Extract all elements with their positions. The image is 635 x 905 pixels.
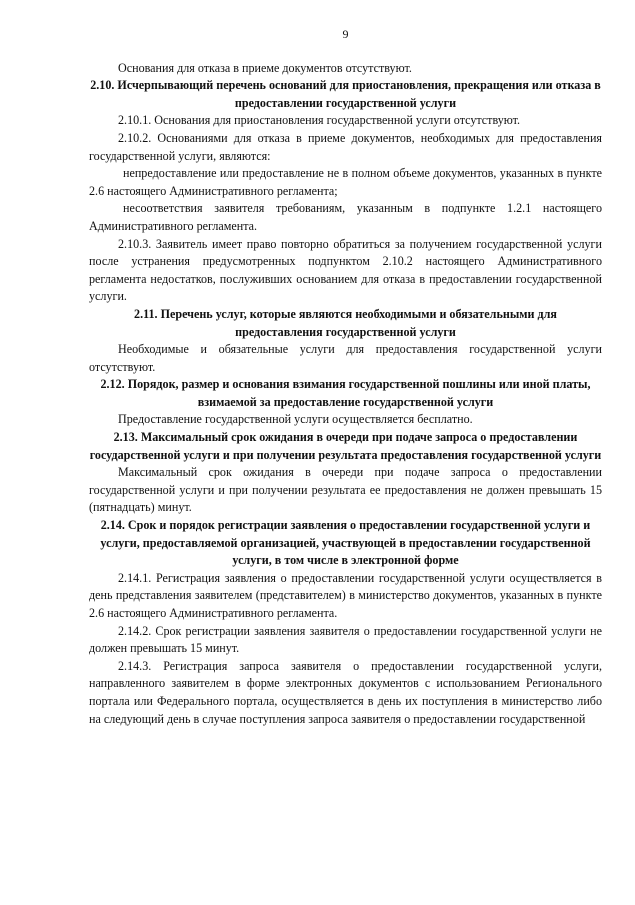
paragraph-2-10-2: 2.10.2. Основаниями для отказа в приеме документов, необходимых для предоставления государственной услуги, являются:	[89, 130, 602, 163]
heading-2-14: 2.14. Срок и порядок регистрации заявления о предоставлении государственной услуги и услуги, предоставляемой организацией, участвующей в предоставлении государственной услуги, в том числе в электронной форме	[100, 518, 591, 568]
heading-2-10: 2.10. Исчерпывающий перечень оснований для приостановления, прекращения или отказа в предоставлении государственной услуги	[90, 78, 601, 110]
paragraph-2-14-3: 2.14.3. Регистрация запроса заявителя о предоставлении государственной услуги, направленного заявителем в форме электронных документов с использованием Регионального портала или Федерального портала, осуществляется в день их поступления в министерство либо на следующий день в случае поступления запроса заявителя о предоставлении государственной	[89, 658, 602, 726]
document-page	[89, 26, 602, 728]
paragraph-2-10-1: 2.10.1. Основания для приостановления государственной услуги отсутствуют.	[118, 113, 521, 128]
paragraph-2-14-1: 2.14.1. Регистрация заявления о предоставлении государственной услуги осуществляется в день представления заявителем (представителем) в министерство документов, указанных в пункте 2.6 настоящего Административного регламента.	[89, 570, 602, 620]
paragraph-2-13: Максимальный срок ожидания в очереди при подаче запроса о предоставлении государственной услуги и при получении результата ее предоставления не должен превышать 15 (пятнадцать) минут.	[89, 465, 602, 515]
paragraph-2-12: Предоставление государственной услуги осуществляется бесплатно.	[118, 412, 473, 427]
heading-2-13: 2.13. Максимальный срок ожидания в очереди при подаче запроса о предоставлении государственной услуги и при получении результата предоставления государственной услуги	[89, 430, 602, 462]
paragraph-2-11: Необходимые и обязательные услуги для предоставления государственной услуги отсутствуют.	[89, 342, 602, 374]
paragraph-2-10-3: 2.10.3. Заявитель имеет право повторно обратиться за получением государственной услуги после устранения предусмотренных подпунктом 2.10.2 настоящего Административного регламента недостатков, послуживших основанием для отказа в предоставлении государственной услуги.	[89, 236, 602, 304]
paragraph-2-14-2: 2.14.2. Срок регистрации заявления заявителя о предоставлении государственной услуги не должен превышать 15 минут.	[89, 623, 602, 656]
paragraph-no-refusal-grounds: Основания для отказа в приеме документов отсутствуют.	[118, 60, 412, 75]
paragraph-list-item-1: непредоставление или предоставление не в полном объеме документов, указанных в пункте 2.6 настоящего Административного регламента;	[89, 166, 602, 198]
paragraph-list-item-2: несоответствия заявителя требованиям, указанным в подпункте 1.2.1 настоящего Административного регламента.	[89, 201, 602, 233]
heading-2-12: 2.12. Порядок, размер и основания взимания государственной пошлины или иной платы, взимаемой за предоставление государственной услуги	[100, 377, 591, 409]
heading-2-11: 2.11. Перечень услуг, которые являются необходимыми и обязательными для предоставления государственной услуги	[134, 306, 557, 339]
page-number: 9	[342, 27, 349, 41]
